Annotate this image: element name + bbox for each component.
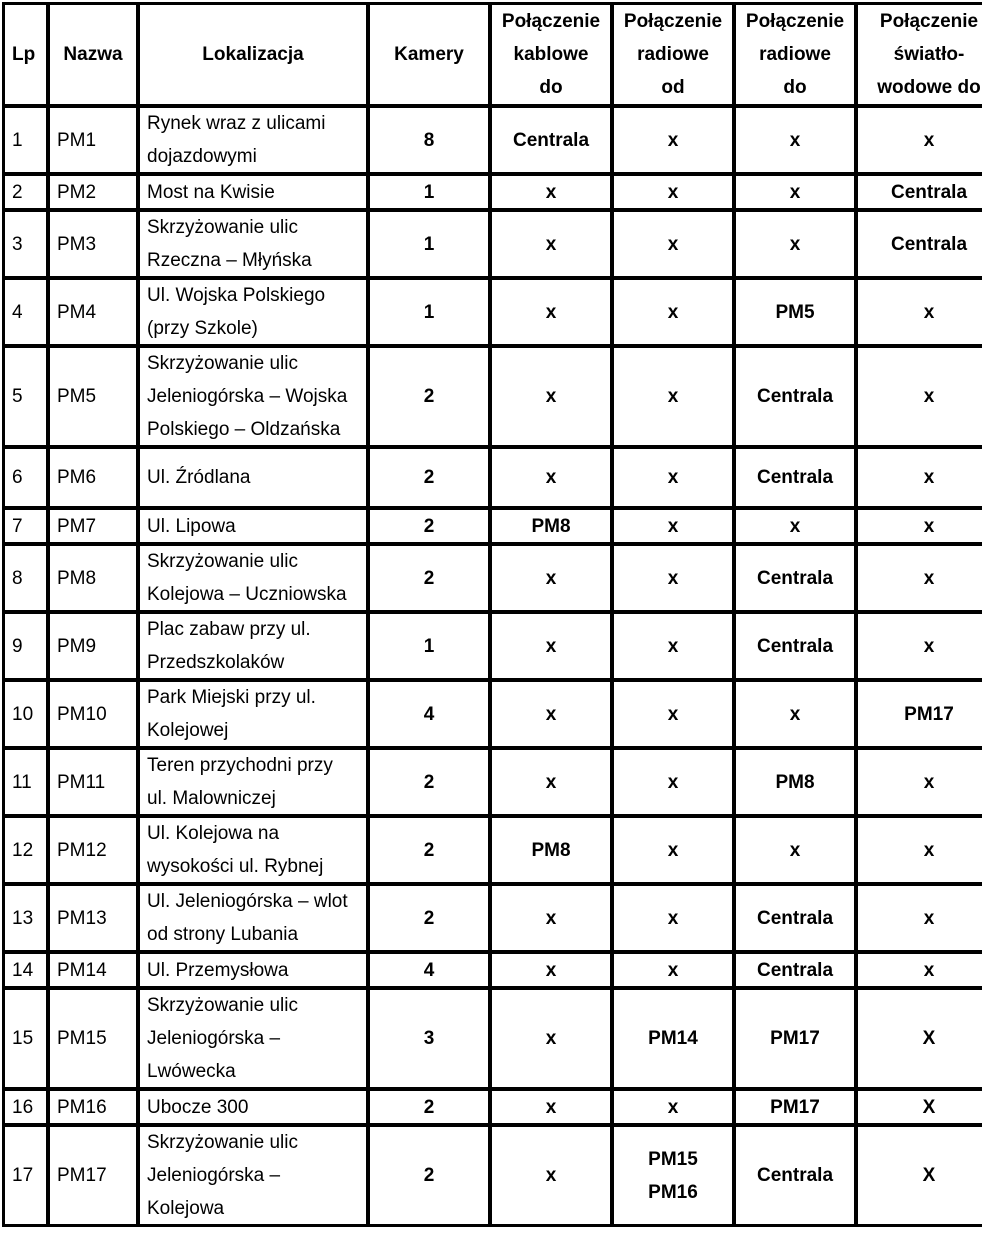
row-cable-to — [491, 681, 613, 749]
row-lp: 5 — [4, 347, 49, 448]
row-cable-to — [491, 885, 613, 953]
row-name: PM17 — [49, 1126, 139, 1227]
row-cameras: 2 — [369, 509, 491, 545]
row-radio-to — [735, 545, 857, 613]
row-radio-to — [735, 211, 857, 279]
row-radio-from — [613, 681, 735, 749]
row-radio-to — [735, 817, 857, 885]
row-fiber-to — [857, 175, 982, 211]
row-location — [139, 279, 369, 347]
row-radio-to-value: x — [789, 181, 801, 203]
row-lp: 11 — [4, 749, 49, 817]
location-line: Plac zabaw przy ul. — [147, 619, 311, 640]
row-location — [139, 989, 369, 1090]
row-fiber-to-value: Centrala — [890, 233, 968, 255]
row-location — [139, 448, 369, 509]
row-radio-to — [735, 279, 857, 347]
row-cameras: 2 — [369, 347, 491, 448]
location-line: (przy Szkole) — [147, 318, 258, 339]
row-lp: 2 — [4, 175, 49, 211]
location-line: Skrzyżowanie ulic — [147, 353, 298, 374]
row-radio-to — [735, 448, 857, 509]
row-fiber-to-value: x — [923, 515, 935, 537]
row-radio-from — [613, 613, 735, 681]
row-radio-to — [735, 749, 857, 817]
location-line: Rzeczna – Młyńska — [147, 250, 312, 271]
row-location — [139, 347, 369, 448]
header-kamery: Kamery — [369, 4, 491, 107]
row-radio-from-value: x — [667, 181, 679, 203]
location-line: Lwówecka — [147, 1061, 236, 1082]
row-cable-to-value: x — [545, 181, 557, 203]
row-cable-to-value: x — [545, 1165, 557, 1186]
row-radio-to — [735, 613, 857, 681]
location-line: Skrzyżowanie ulic — [147, 217, 298, 238]
row-radio-to-value: Centrala — [756, 907, 834, 929]
table-row — [4, 613, 982, 681]
location-line: Jeleniogórska – — [147, 1028, 281, 1049]
row-radio-from-value: x — [667, 959, 679, 981]
row-cameras: 2 — [369, 749, 491, 817]
header-swiatlowodowe-line: wodowe do — [877, 77, 981, 98]
row-radio-to-value: Centrala — [756, 386, 834, 407]
row-location — [139, 817, 369, 885]
row-name: PM2 — [49, 175, 139, 211]
table-row — [4, 681, 982, 749]
row-cable-to-value: x — [545, 386, 557, 407]
header-kablowe-line: Połączenie — [501, 11, 601, 32]
location-line: Ul. Kolejowa na — [147, 823, 280, 844]
row-fiber-to-value: PM17 — [904, 703, 954, 725]
row-lp: 3 — [4, 211, 49, 279]
row-fiber-to — [857, 885, 982, 953]
row-name: PM15 — [49, 989, 139, 1090]
row-cable-to — [491, 1090, 613, 1126]
row-fiber-to-value: x — [923, 771, 935, 793]
row-fiber-to-value: x — [923, 129, 935, 151]
header-kablowe-line: do — [539, 77, 563, 98]
row-name: PM9 — [49, 613, 139, 681]
header-radiowe-do — [735, 4, 857, 107]
row-location — [139, 885, 369, 953]
row-fiber-to — [857, 107, 982, 175]
location-line: Ul. Wojska Polskiego — [147, 285, 326, 306]
row-cable-to — [491, 175, 613, 211]
row-name: PM14 — [49, 953, 139, 989]
row-radio-from-value: x — [667, 703, 679, 725]
row-lp: 10 — [4, 681, 49, 749]
location-line: od strony Lubania — [147, 924, 299, 945]
row-radio-from-value: x — [667, 386, 679, 407]
header-swiatlowodowe-line: światło- — [893, 44, 965, 65]
row-radio-from-value: x — [667, 129, 679, 151]
row-fiber-to-value: Centrala — [890, 181, 968, 203]
row-cameras: 2 — [369, 885, 491, 953]
row-radio-from-value: PM16 — [648, 1181, 698, 1203]
location-line: Kolejowa — [147, 1198, 225, 1219]
row-cameras: 1 — [369, 175, 491, 211]
row-fiber-to — [857, 1126, 982, 1227]
row-cable-to — [491, 749, 613, 817]
row-cable-to-value: x — [545, 301, 557, 323]
location-line: Skrzyżowanie ulic — [147, 1132, 298, 1153]
row-radio-to — [735, 1090, 857, 1126]
header-swiatlowodowe — [857, 4, 982, 107]
row-fiber-to — [857, 817, 982, 885]
row-cameras: 4 — [369, 681, 491, 749]
header-radiowe-do-line: Połączenie — [745, 11, 845, 32]
location-line: Ubocze 300 — [147, 1096, 249, 1118]
row-name: PM3 — [49, 211, 139, 279]
row-fiber-to — [857, 953, 982, 989]
row-radio-from — [613, 107, 735, 175]
row-radio-from — [613, 1090, 735, 1126]
row-fiber-to-value: X — [922, 1165, 936, 1186]
row-cable-to — [491, 347, 613, 448]
row-radio-to — [735, 989, 857, 1090]
row-lp: 14 — [4, 953, 49, 989]
location-line: wysokości ul. Rybnej — [147, 856, 324, 877]
row-radio-to — [735, 175, 857, 211]
row-lp: 6 — [4, 448, 49, 509]
table-row — [4, 545, 982, 613]
row-cable-to-value: x — [545, 233, 557, 255]
row-location — [139, 211, 369, 279]
row-name: PM8 — [49, 545, 139, 613]
row-radio-from — [613, 545, 735, 613]
row-radio-to-value: x — [789, 515, 801, 537]
row-cable-to-value: PM8 — [531, 515, 571, 537]
row-lp: 1 — [4, 107, 49, 175]
row-radio-to-value: x — [789, 703, 801, 725]
location-line: Ul. Źródlana — [147, 467, 251, 488]
header-kablowe-line: kablowe — [513, 44, 589, 65]
row-fiber-to-value: x — [923, 635, 935, 657]
row-location — [139, 509, 369, 545]
row-cameras: 8 — [369, 107, 491, 175]
header-lokalizacja: Lokalizacja — [139, 4, 369, 107]
row-radio-from-value: x — [667, 467, 679, 488]
row-radio-from-value: PM14 — [648, 1028, 698, 1049]
row-radio-to — [735, 681, 857, 749]
row-cable-to — [491, 953, 613, 989]
row-lp: 12 — [4, 817, 49, 885]
location-line: Kolejowej — [147, 720, 229, 741]
location-line: ul. Malowniczej — [147, 788, 276, 809]
row-lp: 15 — [4, 989, 49, 1090]
header-lp: Lp — [4, 4, 49, 107]
row-fiber-to-value: X — [922, 1028, 936, 1049]
header-kablowe — [491, 4, 613, 107]
row-fiber-to — [857, 1090, 982, 1126]
row-cable-to — [491, 279, 613, 347]
row-lp: 17 — [4, 1126, 49, 1227]
header-row — [4, 4, 982, 107]
row-radio-from-value: x — [667, 907, 679, 929]
row-name: PM12 — [49, 817, 139, 885]
row-radio-from-value: x — [667, 839, 679, 861]
row-cable-to — [491, 107, 613, 175]
row-cable-to — [491, 613, 613, 681]
table-row — [4, 989, 982, 1090]
row-cable-to-value: x — [545, 1028, 557, 1049]
location-line: Teren przychodni przy — [147, 755, 333, 776]
row-cameras: 4 — [369, 953, 491, 989]
row-radio-to-value: Centrala — [756, 467, 834, 488]
row-fiber-to — [857, 613, 982, 681]
row-fiber-to — [857, 211, 982, 279]
row-radio-from — [613, 211, 735, 279]
row-location — [139, 1126, 369, 1227]
location-line: Rynek wraz z ulicami — [147, 113, 326, 134]
table-row — [4, 107, 982, 175]
row-cable-to — [491, 989, 613, 1090]
location-line: Skrzyżowanie ulic — [147, 995, 298, 1016]
row-radio-to-value: PM5 — [775, 301, 815, 323]
row-cameras: 2 — [369, 817, 491, 885]
row-cameras: 1 — [369, 613, 491, 681]
row-radio-from-value: x — [667, 515, 679, 537]
table-row — [4, 817, 982, 885]
table-row — [4, 885, 982, 953]
row-radio-from — [613, 448, 735, 509]
row-name: PM10 — [49, 681, 139, 749]
row-fiber-to — [857, 681, 982, 749]
location-line: Jeleniogórska – — [147, 1165, 281, 1186]
row-location — [139, 681, 369, 749]
row-cable-to-value: x — [545, 1096, 557, 1118]
row-radio-from — [613, 279, 735, 347]
header-swiatlowodowe-line: Połączenie — [879, 11, 979, 32]
row-radio-to-value: PM17 — [770, 1096, 820, 1118]
row-cable-to-value: Centrala — [512, 129, 590, 151]
location-line: Jeleniogórska – Wojska — [147, 386, 348, 407]
table-row — [4, 211, 982, 279]
row-radio-from — [613, 175, 735, 211]
row-radio-to-value: x — [789, 233, 801, 255]
row-cameras: 2 — [369, 1090, 491, 1126]
row-cameras: 2 — [369, 545, 491, 613]
row-name: PM4 — [49, 279, 139, 347]
header-radiowe-od-line: od — [661, 77, 685, 98]
row-cable-to-value: x — [545, 703, 557, 725]
row-radio-from — [613, 1126, 735, 1227]
row-lp: 9 — [4, 613, 49, 681]
table-row — [4, 347, 982, 448]
header-radiowe-od-line: radiowe — [637, 44, 709, 65]
row-radio-to-value: Centrala — [756, 1165, 834, 1186]
row-fiber-to-value: x — [923, 567, 935, 589]
location-line: Ul. Jeleniogórska – wlot — [147, 891, 348, 912]
row-fiber-to-value: x — [923, 959, 935, 981]
location-line: Kolejowa – Uczniowska — [147, 584, 347, 605]
row-cable-to-value: x — [545, 467, 557, 488]
location-line: Ul. Przemysłowa — [147, 959, 289, 981]
row-radio-to — [735, 107, 857, 175]
table-row — [4, 749, 982, 817]
row-cable-to-value: x — [545, 771, 557, 793]
row-location — [139, 545, 369, 613]
row-radio-from-value: x — [667, 1096, 679, 1118]
location-line: Polskiego – Oldzańska — [147, 419, 341, 440]
row-radio-to — [735, 347, 857, 448]
header-radiowe-od-line: Połączenie — [623, 11, 723, 32]
table-row — [4, 448, 982, 509]
row-radio-from — [613, 885, 735, 953]
row-location — [139, 613, 369, 681]
row-cameras: 3 — [369, 989, 491, 1090]
row-radio-from-value: x — [667, 233, 679, 255]
row-name: PM13 — [49, 885, 139, 953]
table-row — [4, 1090, 982, 1126]
row-cable-to-value: x — [545, 907, 557, 929]
row-fiber-to-value: x — [923, 301, 935, 323]
row-radio-from — [613, 749, 735, 817]
table-row — [4, 175, 982, 211]
row-radio-to-value: PM17 — [770, 1028, 820, 1049]
row-radio-from — [613, 509, 735, 545]
table-row — [4, 953, 982, 989]
row-lp: 16 — [4, 1090, 49, 1126]
row-radio-from-value: x — [667, 567, 679, 589]
row-location — [139, 749, 369, 817]
row-lp: 7 — [4, 509, 49, 545]
header-radiowe-do-line: do — [783, 77, 807, 98]
row-radio-from-value: x — [667, 635, 679, 657]
location-line: Skrzyżowanie ulic — [147, 551, 298, 572]
row-cable-to — [491, 448, 613, 509]
header-nazwa: Nazwa — [49, 4, 139, 107]
row-radio-to — [735, 1126, 857, 1227]
row-name: PM1 — [49, 107, 139, 175]
row-fiber-to — [857, 347, 982, 448]
row-name: PM11 — [49, 749, 139, 817]
row-fiber-to-value: x — [923, 907, 935, 929]
row-cable-to-value: x — [545, 959, 557, 981]
location-line: Ul. Lipowa — [147, 515, 236, 537]
row-radio-to — [735, 953, 857, 989]
row-cameras: 1 — [369, 279, 491, 347]
row-radio-from — [613, 989, 735, 1090]
row-name: PM7 — [49, 509, 139, 545]
row-radio-to-value: Centrala — [756, 567, 834, 589]
row-radio-from — [613, 953, 735, 989]
row-fiber-to-value: X — [922, 1096, 936, 1118]
table-row — [4, 1126, 982, 1227]
row-cable-to-value: x — [545, 567, 557, 589]
row-fiber-to — [857, 989, 982, 1090]
row-radio-from-value: x — [667, 771, 679, 793]
table-body — [4, 107, 982, 1227]
location-line: Park Miejski przy ul. — [147, 687, 316, 708]
row-fiber-to — [857, 545, 982, 613]
row-lp: 4 — [4, 279, 49, 347]
location-line: dojazdowymi — [147, 146, 257, 167]
row-fiber-to — [857, 509, 982, 545]
row-cable-to-value: x — [545, 635, 557, 657]
header-radiowe-do-line: radiowe — [759, 44, 831, 65]
row-cable-to — [491, 509, 613, 545]
row-lp: 13 — [4, 885, 49, 953]
row-cable-to-value: PM8 — [531, 839, 571, 861]
camera-connections-table — [2, 2, 982, 1227]
row-lp: 8 — [4, 545, 49, 613]
row-radio-to — [735, 509, 857, 545]
row-cable-to — [491, 1126, 613, 1227]
row-fiber-to-value: x — [923, 386, 935, 407]
table-row — [4, 509, 982, 545]
row-name: PM5 — [49, 347, 139, 448]
row-radio-from — [613, 817, 735, 885]
row-fiber-to — [857, 448, 982, 509]
row-location — [139, 953, 369, 989]
row-cable-to — [491, 545, 613, 613]
row-radio-to-value: x — [789, 839, 801, 861]
row-radio-to-value: x — [789, 129, 801, 151]
location-line: Przedszkolaków — [147, 652, 285, 673]
row-radio-to — [735, 885, 857, 953]
table-row — [4, 279, 982, 347]
row-radio-to-value: PM8 — [775, 771, 815, 793]
row-cable-to — [491, 211, 613, 279]
row-name: PM6 — [49, 448, 139, 509]
row-fiber-to-value: x — [923, 467, 935, 488]
row-location — [139, 175, 369, 211]
header-radiowe-od — [613, 4, 735, 107]
row-radio-to-value: Centrala — [756, 959, 834, 981]
row-cable-to — [491, 817, 613, 885]
location-line: Most na Kwisie — [147, 181, 275, 203]
row-location — [139, 1090, 369, 1126]
row-cameras: 2 — [369, 1126, 491, 1227]
row-location — [139, 107, 369, 175]
row-name: PM16 — [49, 1090, 139, 1126]
row-radio-from-value: PM15 — [648, 1148, 698, 1170]
row-radio-from-value: x — [667, 301, 679, 323]
row-fiber-to — [857, 279, 982, 347]
row-cameras: 2 — [369, 448, 491, 509]
row-fiber-to-value: x — [923, 839, 935, 861]
row-cameras: 1 — [369, 211, 491, 279]
row-fiber-to — [857, 749, 982, 817]
row-radio-to-value: Centrala — [756, 635, 834, 657]
row-radio-from — [613, 347, 735, 448]
